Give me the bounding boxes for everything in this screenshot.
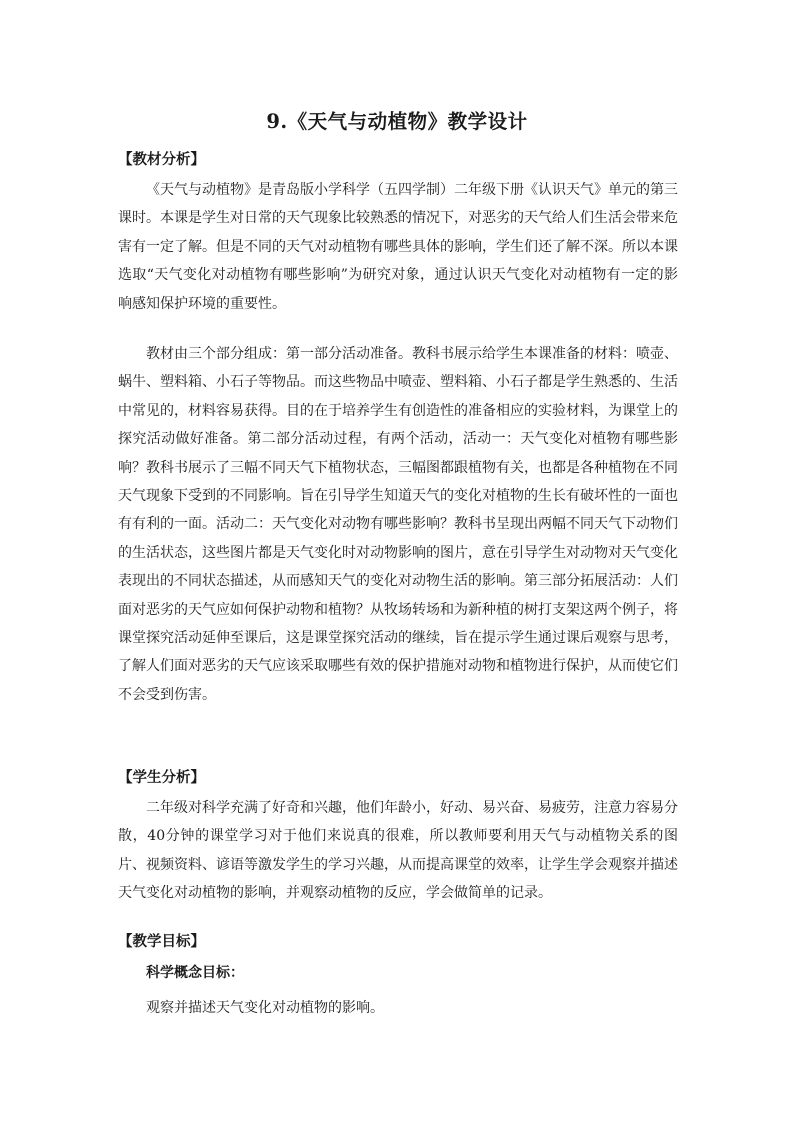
paragraph-student-analysis: 二年级对科学充满了好奇和兴趣，他们年龄小，好动、易兴奋、易疲劳，注意力容易分散，40分钟的课堂学习对于他们来说真的很难，所以教师要利用天气与动植物关系的图片、视频资料、谚语等激发学生的学习兴趣，从而提高课堂的效率，让学生学会观察并描述天气变化对动植物的影响，并观察动植物的反应，学会做简单的记录。: [118, 800, 678, 902]
document-title: 9.《天气与动植物》教学设计: [266, 110, 528, 133]
section-heading-textbook-analysis: 【教材分析】: [118, 151, 205, 168]
section-heading-student-analysis: 【学生分析】: [118, 769, 205, 786]
section-heading-teaching-goals: 【教学目标】: [118, 933, 205, 950]
paragraph-textbook-structure: 教材由三个部分组成：第一部分活动准备。教科书展示给学生本课准备的材料：喷壶、蜗牛、塑料箱、小石子等物品。而这些物品中喷壶、塑料箱、小石子都是学生熟悉的、生活中常见的，材料容易获得。目的在于培养学生有创造性的准备相应的实验材料，为课堂上的探究活动做好准备。第二部分活动过程，有两个活动，活动一：天气变化对植物有哪些影响？教科书展示了三幅不同天气下植物状态，三幅图都跟植物有关，也都是各种植物在不同天气现象下受到的不同影响。旨在引导学生知道天气的变化对植物的生长有破坏性的一面也有有利的一面。活动二：天气变化对动物有哪些影响？教科书呈现出两幅不同天气下动物们的生活状态，这些图片都是天气变化时对动物影响的图片，意在引导学生对动物对天气变化表现出的不同状态描述，从而感知天气的变化对动物生活的影响。第三部分拓展活动：人们面对恶劣的天气应如何保护动物和植物？从牧场转场和为新种植的树打支架这两个例子，将课堂探究活动延伸至课后，这是课堂探究活动的继续，旨在提示学生通过课后观察与思考，了解人们面对恶劣的天气应该采取哪些有效的保护措施对动物和植物进行保护，从而使它们不会受到伤害。: [118, 346, 678, 703]
science-concept-goal-text: 观察并描述天气变化对动植物的影响。: [146, 1000, 384, 1016]
paragraph-textbook-intro: 《天气与动植物》是青岛版小学科学（五四学制）二年级下册《认识天气》单元的第三课时。本课是学生对日常的天气现象比较熟悉的情况下，对恶劣的天气给人们生活会带来危害有一定了解。但是不同的天气对动植物有哪些具体的影响，学生们还了解不深。所以本课选取“天气变化对动植物有哪些影响”为研究对象，通过认识天气变化对动植物有一定的影响感知保护环境的重要性。: [118, 182, 678, 312]
subheading-science-concept-goal: 科学概念目标：: [146, 965, 244, 981]
